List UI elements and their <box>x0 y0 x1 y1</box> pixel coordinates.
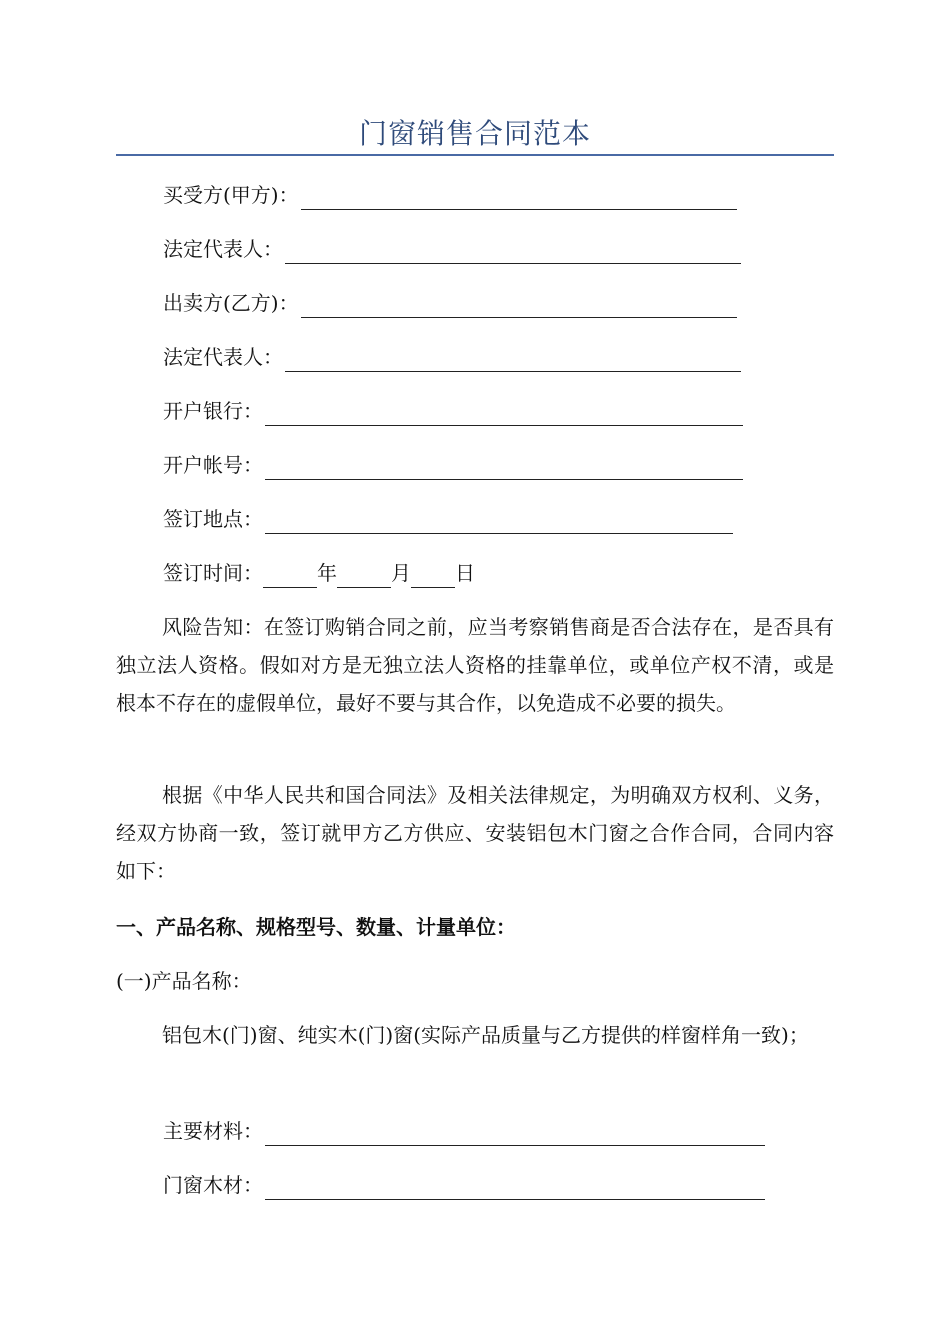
field-account <box>163 450 743 480</box>
field-window-wood <box>163 1170 765 1200</box>
fill-blank[interactable] <box>265 1177 765 1200</box>
field-label: 法定代表人： <box>163 345 283 369</box>
field-sign-place <box>163 504 733 534</box>
title-underline <box>116 154 834 156</box>
fill-blank[interactable] <box>265 457 743 480</box>
fill-blank[interactable] <box>265 511 733 534</box>
field-label: 签订时间： <box>163 561 263 585</box>
field-buyer <box>163 180 737 210</box>
month-label: 月 <box>391 561 411 585</box>
fill-blank[interactable] <box>285 241 741 264</box>
fill-blank[interactable] <box>285 349 741 372</box>
fill-blank[interactable] <box>301 295 737 318</box>
fill-blank[interactable] <box>265 403 743 426</box>
year-label: 年 <box>317 561 337 585</box>
field-main-material <box>163 1116 765 1146</box>
field-label: 签订地点： <box>163 507 263 531</box>
document-title: 门窗销售合同范本 <box>358 117 591 150</box>
day-blank[interactable] <box>411 565 455 588</box>
preamble-paragraph: 根据《中华人民共和国合同法》及相关法律规定，为明确双方权利、义务，经双方协商一致，签订就甲方乙方供应、安装铝包木门窗之合作合同，合同内容如下： <box>116 783 834 883</box>
field-label: 法定代表人： <box>163 237 283 261</box>
month-blank[interactable] <box>337 565 391 588</box>
field-sign-date <box>163 558 475 588</box>
field-bank <box>163 396 743 426</box>
section-heading: 一、产品名称、规格型号、数量、计量单位： <box>116 915 516 939</box>
product-description-paragraph: 铝包木(门)窗、纯实木(门)窗(实际产品质量与乙方提供的样窗样角一致)； <box>162 1023 809 1047</box>
field-label: 主要材料： <box>163 1119 263 1143</box>
fill-blank[interactable] <box>301 187 737 210</box>
day-label: 日 <box>455 561 475 585</box>
field-seller-representative <box>163 342 741 372</box>
field-label: 开户银行： <box>163 399 263 423</box>
field-buyer-representative <box>163 234 741 264</box>
field-label: 出卖方(乙方)： <box>163 291 299 315</box>
fill-blank[interactable] <box>265 1123 765 1146</box>
field-label: 开户帐号： <box>163 453 263 477</box>
field-label: 买受方(甲方)： <box>163 183 299 207</box>
field-seller <box>163 288 737 318</box>
field-label: 门窗木材： <box>163 1173 263 1197</box>
risk-notice-paragraph: 风险告知：在签订购销合同之前，应当考察销售商是否合法存在，是否具有独立法人资格。假如对方是无独立法人资格的挂靠单位，或单位产权不清，或是根本不存在的虚假单位，最好不要与其合作，以免造成不必要的损失。 <box>116 615 834 715</box>
subsection-heading: (一)产品名称： <box>116 969 252 993</box>
year-blank[interactable] <box>263 565 317 588</box>
